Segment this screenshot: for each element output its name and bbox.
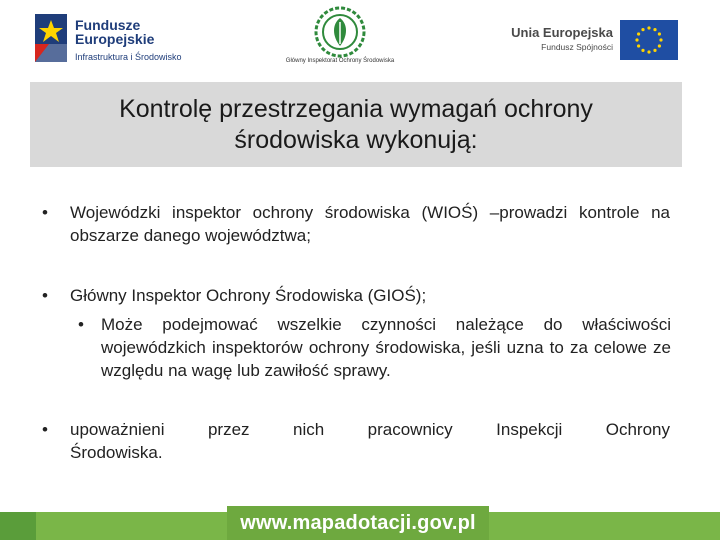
bullet-item-gios xyxy=(42,284,670,307)
slide-title-line2: środowiska wykonują: xyxy=(234,125,478,154)
ue-logo-text xyxy=(508,25,613,52)
bullet-word: nich xyxy=(293,420,325,439)
ue-logo-line2: Fundusz Spójności xyxy=(541,42,613,52)
bullet-dot-icon: • xyxy=(42,203,48,222)
fe-stars-icon xyxy=(35,14,67,62)
sub-bullet-text: Może podejmować wszelkie czynności należące do właściwości wojewódzkich inspektorów ochrony środowiska, jeśli uzna to za celowe ze względu na wagę lub zawiłość sprawy. xyxy=(101,315,671,380)
fe-logo-line3: Infrastruktura i Środowisko xyxy=(75,52,182,62)
bullet-word: Ochrony xyxy=(605,420,670,439)
bullet-line2: Środowiska. xyxy=(70,443,163,462)
ue-logo-line1: Unia Europejska xyxy=(511,25,613,40)
gios-emblem-icon xyxy=(314,6,366,58)
gios-caption: Główny Inspektorat Ochrony Środowiska xyxy=(285,58,395,64)
footer-url-link[interactable]: www.mapadotacji.gov.pl xyxy=(240,511,476,534)
bullet-word: pracownicy xyxy=(367,420,453,439)
bullet-word: przez xyxy=(207,420,250,439)
bullet-item-wios xyxy=(42,201,670,247)
bullet-dot-icon: • xyxy=(42,286,48,305)
bullet-word: upoważnieni xyxy=(70,420,165,439)
sub-bullet-item xyxy=(78,313,671,382)
slide-title xyxy=(56,94,656,156)
bullet-word: Inspekcji xyxy=(496,420,563,439)
footer-url-box[interactable] xyxy=(227,506,489,540)
bullet-line1 xyxy=(70,418,670,441)
footer-left-block xyxy=(0,512,36,540)
header xyxy=(0,0,720,75)
slide-title-line1: Kontrolę przestrzegania wymagań ochrony xyxy=(119,94,593,123)
bullet-text: Wojewódzki inspektor ochrony środowiska (WIOŚ) –prowadzi kontrole na obszarze danego województwa; xyxy=(70,203,670,245)
bullet-dot-icon: • xyxy=(42,420,48,439)
eu-flag-icon xyxy=(620,20,678,60)
bullet-text: Główny Inspektor Ochrony Środowiska (GIOŚ); xyxy=(70,286,427,305)
fundusze-europejskie-logo xyxy=(35,14,182,67)
sub-bullet-dot-icon: • xyxy=(78,315,84,334)
title-band xyxy=(30,82,682,167)
fe-logo-line2: Europejskie xyxy=(75,31,155,47)
fe-logo-line1: Fundusze xyxy=(75,17,141,33)
bullet-item-pracownicy xyxy=(42,418,670,464)
